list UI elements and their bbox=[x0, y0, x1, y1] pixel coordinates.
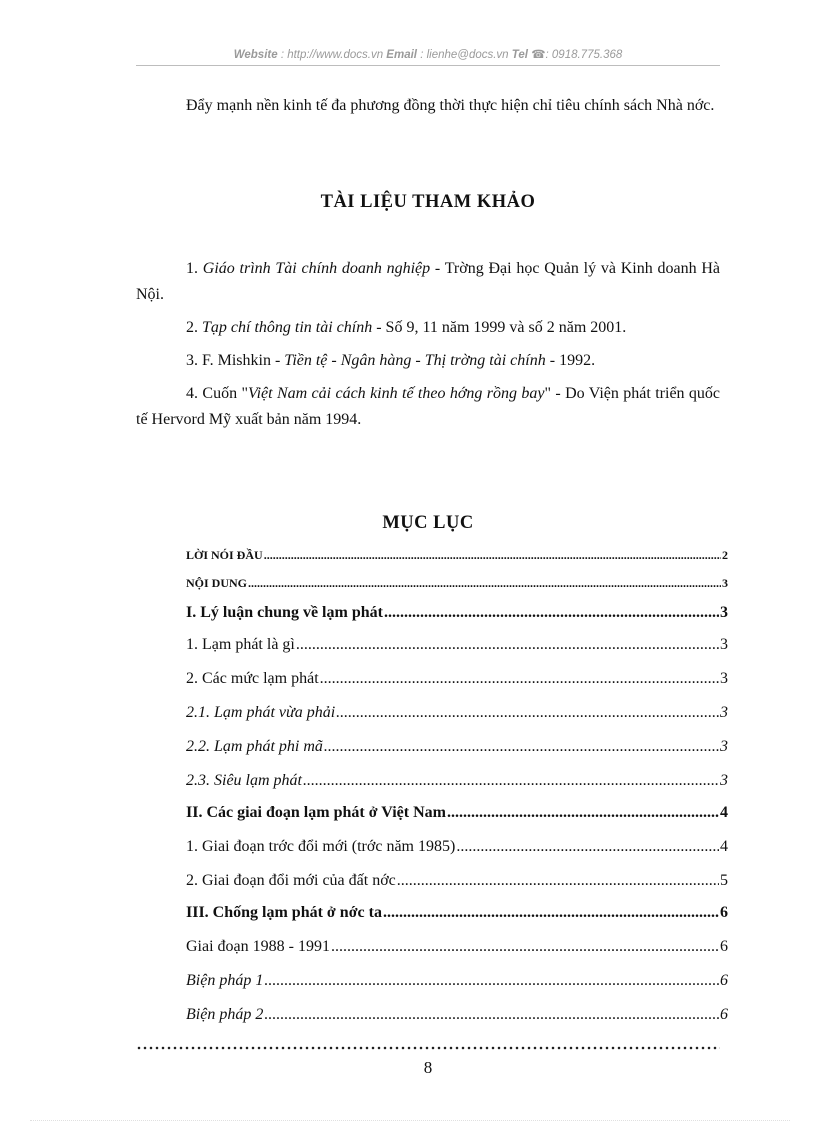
reference-author: F. Mishkin - bbox=[202, 352, 285, 369]
toc-leader-dots bbox=[264, 548, 721, 563]
reference-number: 2. bbox=[186, 319, 198, 336]
toc-entry-page: 3 bbox=[720, 772, 728, 789]
reference-title: Việt Nam cải cách kinh tế theo hớng rồng bay bbox=[247, 385, 545, 402]
email-label: Email bbox=[386, 49, 417, 61]
toc-entry-page: 6 bbox=[720, 972, 728, 989]
toc-entry bbox=[186, 576, 728, 591]
toc-entry-label: 1. Lạm phát là gì bbox=[186, 636, 295, 653]
reference-item bbox=[136, 256, 720, 308]
toc-entry-label: I. Lý luận chung về lạm phát bbox=[186, 604, 383, 621]
toc-entry-page: 6 bbox=[720, 938, 728, 955]
toc-leader-dots bbox=[447, 804, 719, 822]
reference-number: 4. bbox=[186, 385, 198, 402]
toc-entry bbox=[186, 972, 728, 990]
toc-entry-label: Biện pháp 2 bbox=[186, 1006, 264, 1023]
toc-entry-label: LỜI NÓI ĐẦU bbox=[186, 548, 263, 562]
toc-entry-page: 3 bbox=[720, 670, 728, 687]
toc-entry bbox=[186, 1006, 728, 1024]
intro-paragraph: Đẩy mạnh nền kinh tế đa phương đồng thời thực hiện chỉ tiêu chính sách Nhà nớc. bbox=[186, 97, 715, 114]
toc-entry-page: 6 bbox=[720, 1006, 728, 1023]
website-value: : http://www.docs.vn bbox=[280, 49, 384, 61]
header-rule bbox=[136, 65, 720, 66]
page-header bbox=[136, 47, 720, 61]
toc-entry bbox=[186, 738, 728, 756]
toc-leader-dots bbox=[264, 972, 719, 990]
toc-entry-page: 3 bbox=[720, 636, 728, 653]
toc-entry-page: 4 bbox=[720, 804, 728, 821]
toc-leader-dots bbox=[264, 1006, 719, 1024]
reference-prefix: Cuốn " bbox=[202, 385, 248, 402]
toc-leader-dots bbox=[296, 636, 719, 654]
toc-entry bbox=[186, 636, 728, 654]
toc-leader-dots bbox=[336, 704, 719, 722]
toc-entry bbox=[186, 772, 728, 790]
reference-details: - 1992. bbox=[545, 352, 596, 369]
toc-entry bbox=[186, 670, 728, 688]
toc-entry-label: 2. Các mức lạm phát bbox=[186, 670, 319, 687]
toc-leader-dots bbox=[397, 872, 719, 890]
toc-entry bbox=[186, 704, 728, 722]
toc-entry-label: 2.2. Lạm phát phi mã bbox=[186, 738, 323, 755]
toc-entry-page: 3 bbox=[720, 738, 728, 755]
toc-entry-page: 3 bbox=[720, 604, 728, 621]
toc-entry-label: Biện pháp 1 bbox=[186, 972, 264, 989]
toc-entry-page: 5 bbox=[720, 872, 728, 889]
reference-details: " - Do Viện phát triển quốc tế Hervord Mỹ xuất bản năm 1994. bbox=[136, 385, 721, 428]
email-value: : lienhe@docs.vn bbox=[420, 49, 509, 61]
reference-item bbox=[136, 348, 720, 374]
toc-entry-page: 2 bbox=[722, 548, 728, 562]
footer-dotted-rule bbox=[136, 1046, 720, 1050]
toc-entry bbox=[186, 548, 728, 563]
reference-number: 1. bbox=[186, 260, 198, 277]
reference-number: 3. bbox=[186, 352, 198, 369]
website-label: Website bbox=[233, 49, 278, 61]
toc-leader-dots bbox=[248, 576, 721, 591]
toc-leader-dots bbox=[324, 738, 719, 756]
reference-item bbox=[136, 381, 720, 433]
toc-leader-dots bbox=[456, 838, 719, 856]
reference-title: Tạp chí thông tin tài chính bbox=[202, 319, 373, 336]
page-number: 8 bbox=[423, 1058, 433, 1077]
reference-item bbox=[136, 315, 720, 341]
reference-details: - Trờng Đại học Quản lý và Kinh doanh Hà Nội. bbox=[136, 260, 721, 303]
page-edge bbox=[30, 1120, 790, 1121]
toc-entry bbox=[186, 838, 728, 856]
toc-leader-dots bbox=[384, 604, 719, 622]
tel-value: : 0918.775.368 bbox=[545, 49, 623, 61]
toc-entry-label: 1. Giai đoạn trớc đổi mới (trớc năm 1985) bbox=[186, 838, 456, 855]
toc-entry-label: 2.3. Siêu lạm phát bbox=[186, 772, 302, 789]
toc-leader-dots bbox=[303, 772, 719, 790]
toc-entry bbox=[186, 938, 728, 956]
toc-entry-label: 2. Giai đoạn đổi mới của đất nớc bbox=[186, 872, 396, 889]
toc-entry-label: 2.1. Lạm phát vừa phải bbox=[186, 704, 336, 721]
references-title: TÀI LIỆU THAM KHẢO bbox=[320, 192, 536, 212]
toc-entry-label: NỘI DUNG bbox=[186, 576, 248, 590]
tel-label: Tel bbox=[511, 49, 528, 61]
toc-entry-label: III. Chống lạm phát ở nớc ta bbox=[186, 904, 382, 921]
toc-entry-page: 4 bbox=[720, 838, 728, 855]
toc-leader-dots bbox=[320, 670, 719, 688]
toc-title: MỤC LỤC bbox=[382, 513, 474, 533]
toc-entry-page: 3 bbox=[720, 704, 728, 721]
reference-title: Tiền tệ - Ngân hàng - Thị trờng tài chính bbox=[284, 352, 546, 369]
toc-leader-dots bbox=[383, 904, 719, 922]
toc-entry-label: II. Các giai đoạn lạm phát ở Việt Nam bbox=[186, 804, 446, 821]
toc-entry bbox=[186, 604, 728, 622]
toc-entry bbox=[186, 804, 728, 822]
reference-title: Giáo trình Tài chính doanh nghiệp bbox=[202, 260, 431, 277]
toc-entry bbox=[186, 904, 728, 922]
toc-entry-page: 6 bbox=[720, 904, 728, 921]
toc-entry-page: 3 bbox=[722, 576, 728, 590]
toc-leader-dots bbox=[331, 938, 719, 956]
reference-details: - Số 9, 11 năm 1999 và số 2 năm 2001. bbox=[372, 319, 627, 336]
toc-entry-label: Giai đoạn 1988 - 1991 bbox=[186, 938, 330, 955]
toc-entry bbox=[186, 872, 728, 890]
phone-icon: ☎ bbox=[531, 49, 546, 61]
